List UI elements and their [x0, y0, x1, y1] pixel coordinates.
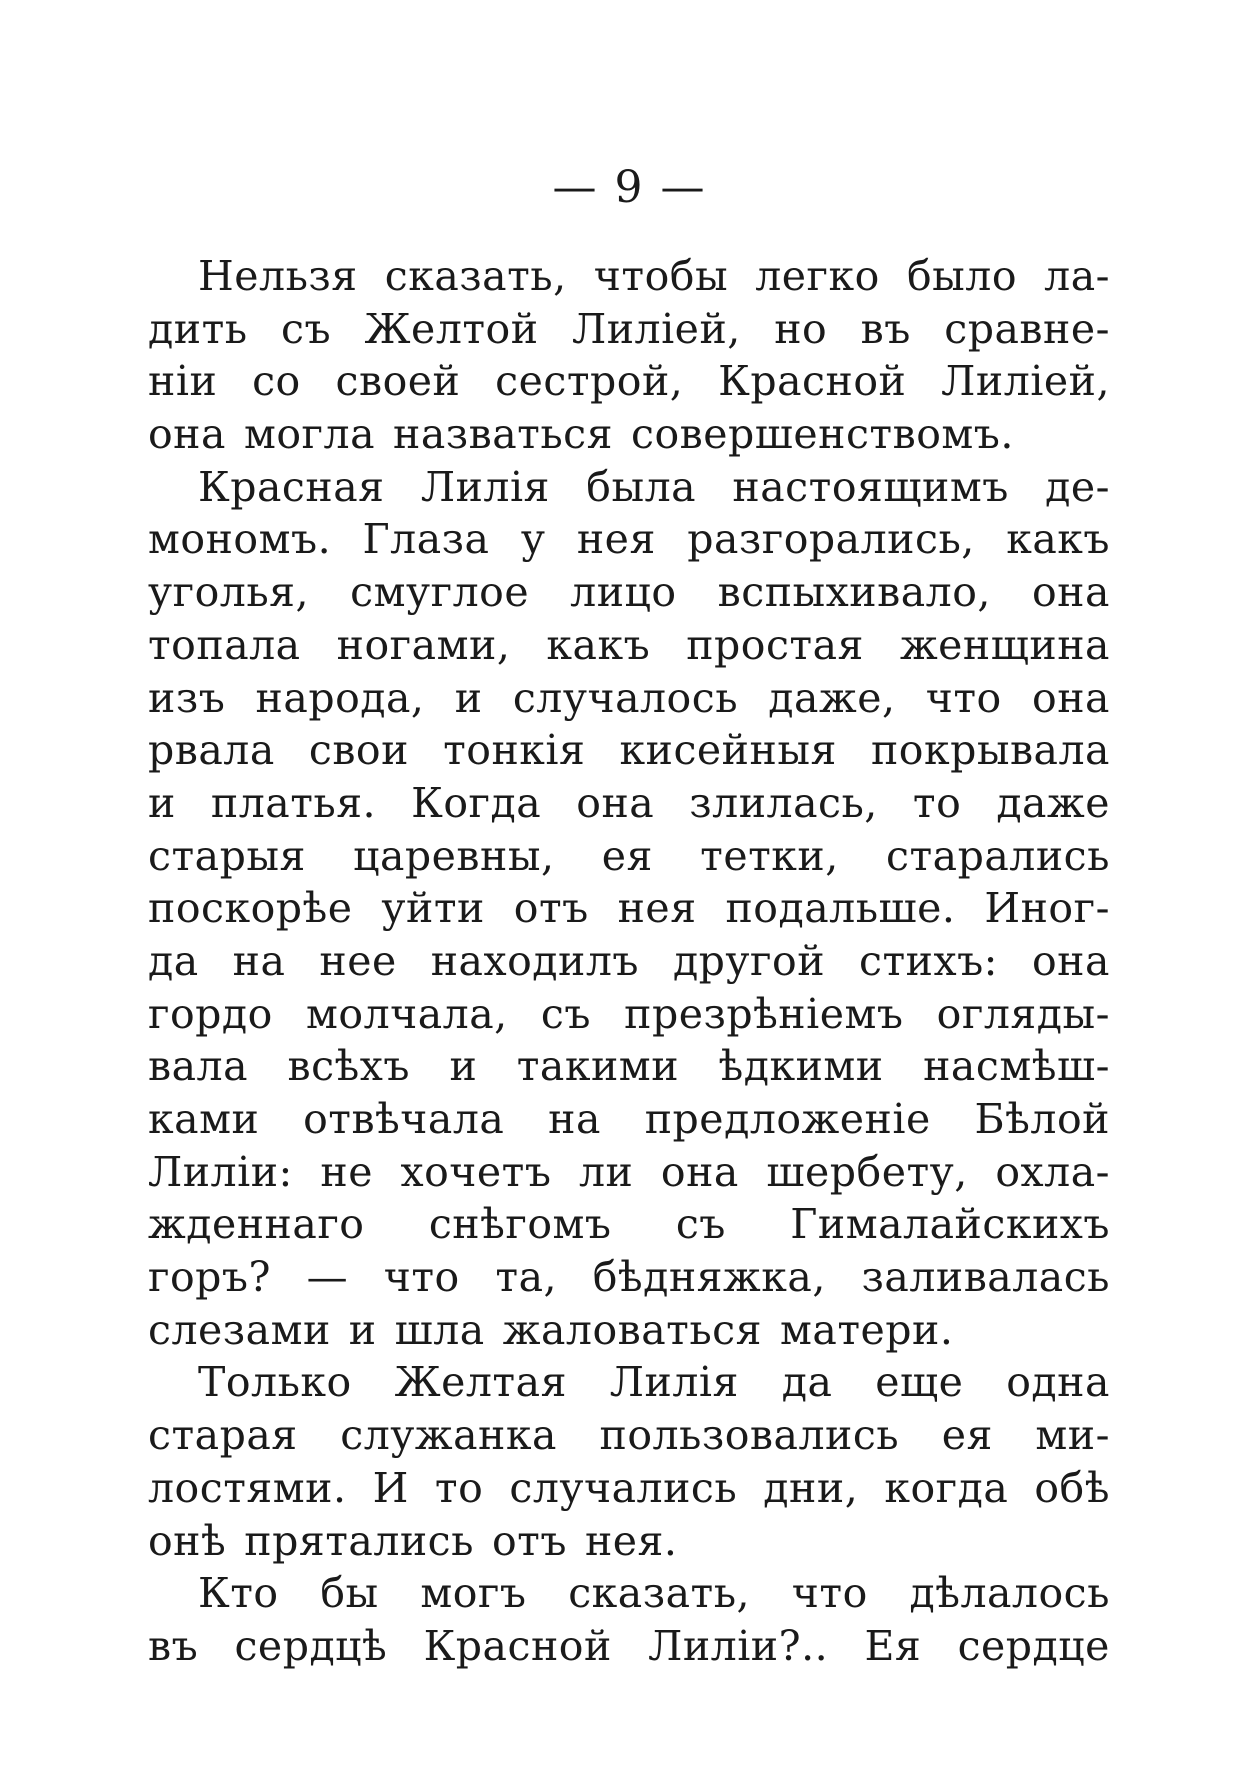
word: Иног-: [984, 884, 1110, 933]
page-number: — 9 —: [552, 162, 707, 213]
word: сердце: [957, 1621, 1110, 1670]
text-line: [148, 1409, 1110, 1462]
word: топала: [148, 620, 301, 669]
word: матери.: [779, 1305, 954, 1354]
word: вала: [148, 1042, 249, 1091]
word: та,: [495, 1253, 558, 1302]
word: шербету,: [766, 1147, 968, 1196]
word: Желтая: [394, 1358, 567, 1407]
word: подальше.: [725, 884, 956, 933]
word: находилъ: [430, 936, 639, 985]
word: со: [252, 357, 301, 406]
word: старались: [886, 831, 1110, 880]
text-line: [148, 1251, 1110, 1304]
word: даже,: [768, 673, 896, 722]
word: Ея: [864, 1621, 922, 1670]
text-line: [148, 1356, 1110, 1409]
word: онѣ: [148, 1516, 227, 1565]
text-line: [148, 303, 1110, 356]
word: она: [1031, 936, 1110, 985]
word: сестрой,: [495, 357, 684, 406]
word: она: [1032, 568, 1110, 617]
word: мономъ.: [148, 515, 332, 564]
word: —: [306, 1253, 349, 1302]
word: да: [781, 1358, 833, 1407]
text-line: [148, 1567, 1110, 1620]
word: дить: [148, 304, 248, 353]
word: она: [1032, 673, 1110, 722]
word: да: [148, 936, 199, 985]
word: Лилія: [420, 462, 550, 511]
word: и: [454, 673, 483, 722]
word: бѣдняжка,: [592, 1253, 826, 1302]
text-line: [148, 724, 1110, 777]
word: Лиліей,: [941, 357, 1110, 406]
word: предложеніе: [644, 1095, 931, 1143]
word: стихъ:: [859, 936, 998, 985]
word: то: [912, 778, 962, 827]
word: совершенствомъ.: [631, 410, 1014, 459]
word: Лиліи:: [148, 1147, 293, 1196]
word: обѣ: [1034, 1463, 1110, 1512]
word: уголья,: [148, 568, 310, 617]
text-line: [148, 1304, 1110, 1357]
word: она: [148, 410, 226, 459]
word: Желтой: [364, 304, 539, 353]
word: даже: [996, 778, 1110, 827]
word: ми-: [1035, 1411, 1110, 1460]
word: нея: [617, 884, 697, 933]
word: дѣлалось: [909, 1569, 1110, 1618]
word: то: [434, 1463, 484, 1512]
word: что: [925, 673, 1002, 722]
word: насмѣш-: [923, 1042, 1110, 1091]
word: жаловаться: [502, 1305, 762, 1354]
text-line: [148, 461, 1110, 514]
word: ногами,: [336, 620, 511, 669]
word: Когда: [411, 778, 542, 827]
text-line: [148, 672, 1110, 725]
word: и: [348, 1305, 377, 1354]
text-line: [148, 1040, 1110, 1093]
word: другой: [672, 936, 826, 985]
body-text: [148, 250, 1110, 1673]
word: старая: [148, 1411, 298, 1460]
word: сердцѣ: [234, 1621, 388, 1670]
word: прятались: [244, 1516, 474, 1565]
word: она: [660, 1147, 739, 1196]
word: какъ: [546, 620, 651, 669]
word: де-: [1045, 462, 1110, 511]
word: дни,: [763, 1463, 859, 1512]
text-line: [148, 777, 1110, 830]
text-line: [148, 830, 1110, 883]
word: и: [148, 778, 176, 827]
word: ѣдкими: [718, 1042, 884, 1091]
word: покрывала: [870, 726, 1110, 775]
word: вспыхивало,: [717, 568, 991, 617]
text-line: [148, 988, 1110, 1041]
word: ками: [148, 1095, 260, 1143]
text-line: [148, 619, 1110, 672]
word: легко: [755, 252, 880, 300]
text-line: [148, 355, 1110, 408]
word: молчала,: [306, 989, 508, 1038]
word: бы: [320, 1569, 379, 1618]
word: Красной: [423, 1621, 612, 1670]
word: было: [906, 252, 1018, 300]
word: что: [383, 1253, 460, 1302]
word: заливалась: [861, 1253, 1110, 1302]
word: не: [320, 1147, 373, 1196]
word: у: [520, 515, 546, 564]
word: Гималайскихъ: [790, 1200, 1110, 1249]
text-line: [148, 882, 1110, 935]
word: ла-: [1044, 252, 1110, 300]
word: могла: [243, 410, 376, 459]
word: платья.: [210, 778, 377, 827]
word: Лиліи?..: [648, 1621, 829, 1670]
word: ли: [578, 1147, 634, 1196]
word: огляды-: [936, 989, 1110, 1038]
word: но: [774, 304, 828, 353]
word: Лиліей,: [571, 304, 741, 353]
word: на: [548, 1095, 601, 1143]
word: жденнаго: [148, 1200, 365, 1249]
word: уйти: [381, 884, 485, 933]
word: Лилія: [609, 1358, 739, 1407]
text-line: [148, 1462, 1110, 1515]
word: ніи: [148, 357, 218, 406]
word: въ: [148, 1621, 199, 1670]
text-line: [148, 1198, 1110, 1251]
word: ея: [601, 831, 653, 880]
word: нее: [319, 936, 397, 985]
word: одна: [1006, 1358, 1110, 1407]
word: случалось: [512, 673, 739, 722]
word: тетки,: [700, 831, 839, 880]
word: назваться: [393, 410, 614, 459]
word: случались: [509, 1463, 738, 1512]
word: царевны,: [353, 831, 555, 880]
word: Нельзя: [198, 252, 358, 300]
word: Только: [198, 1358, 352, 1407]
text-line: [148, 1620, 1110, 1673]
word: Бѣлой: [974, 1095, 1110, 1143]
word: отвѣчала: [303, 1095, 505, 1143]
word: пользовались: [599, 1411, 900, 1460]
word: она: [576, 778, 655, 827]
word: Красная: [198, 462, 385, 511]
word: горъ?: [148, 1253, 271, 1302]
word: съ: [675, 1200, 726, 1249]
word: злилась,: [689, 778, 878, 827]
word: отъ: [513, 884, 589, 933]
word: простая: [686, 620, 864, 669]
word: народа,: [255, 673, 425, 722]
text-line: [148, 408, 1110, 461]
word: разгорались,: [687, 515, 975, 564]
word: ея: [941, 1411, 993, 1460]
text-line: [148, 1515, 1110, 1568]
word: слезами: [148, 1305, 331, 1354]
word: Кто: [198, 1569, 279, 1618]
word: презрѣніемъ: [624, 989, 904, 1038]
word: Красной: [718, 357, 907, 406]
word: снѣгомъ: [428, 1200, 612, 1249]
word: нея: [576, 515, 656, 564]
word: въ: [860, 304, 911, 353]
word: гордо: [148, 989, 273, 1038]
word: поскорѣе: [148, 884, 353, 933]
word: женщина: [899, 620, 1110, 669]
text-line: [148, 1093, 1110, 1146]
word: смуглое: [350, 568, 530, 617]
word: могъ: [420, 1569, 527, 1618]
word: сравне-: [944, 304, 1110, 353]
word: и: [449, 1042, 478, 1091]
word: хочетъ: [400, 1147, 552, 1196]
word: И: [372, 1463, 409, 1512]
word: кисейныя: [619, 726, 837, 775]
word: еще: [875, 1358, 964, 1407]
word: чтобы: [593, 252, 729, 300]
word: съ: [540, 989, 591, 1038]
word: такими: [516, 1042, 680, 1091]
word: нея.: [584, 1516, 678, 1565]
word: свои: [308, 726, 409, 775]
text-line: [148, 566, 1110, 619]
word: охла-: [995, 1147, 1110, 1196]
text-line: [148, 935, 1110, 988]
word: какъ: [1006, 515, 1110, 564]
word: была: [586, 462, 697, 511]
word: что: [791, 1569, 868, 1618]
word: Глаза: [362, 515, 490, 564]
word: всѣхъ: [287, 1042, 410, 1091]
word: шла: [394, 1305, 485, 1354]
word: лицо: [570, 568, 677, 617]
word: отъ: [491, 1516, 567, 1565]
word: сказать,: [568, 1569, 751, 1618]
word: когда: [884, 1463, 1009, 1512]
word: рвала: [148, 726, 275, 775]
word: сказать,: [384, 252, 567, 300]
word: служанка: [340, 1411, 557, 1460]
word: лостями.: [148, 1463, 347, 1512]
word: своей: [335, 357, 461, 406]
word: изъ: [148, 673, 226, 722]
word: тонкія: [443, 726, 586, 775]
word: на: [232, 936, 286, 985]
word: съ: [281, 304, 332, 353]
text-line: [148, 1146, 1110, 1199]
text-line: [148, 513, 1110, 566]
word: настоящимъ: [732, 462, 1009, 511]
text-line: [148, 250, 1110, 303]
word: старыя: [148, 831, 306, 880]
